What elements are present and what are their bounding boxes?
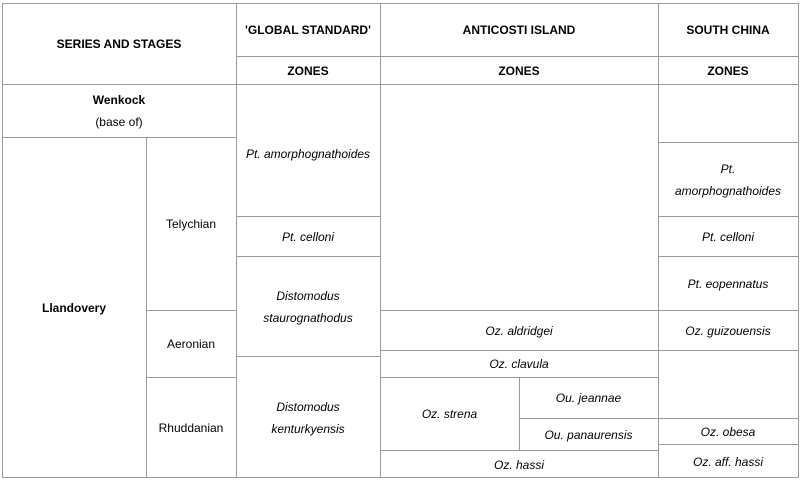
sc-zone-amorphognathoides xyxy=(658,143,798,216)
sc-zone-obesa: Oz. obesa xyxy=(700,424,756,439)
global-zone-kenturkyensis-line2: kenturkyensis xyxy=(271,421,345,436)
sc-zone-celloni: Pt. celloni xyxy=(701,229,755,244)
header-zones-anticosti: ZONES xyxy=(498,64,540,78)
global-zone-amorphognathoides: Pt. amorphognathoides xyxy=(245,147,371,161)
anticosti-zone-strena: Oz. strena xyxy=(421,407,478,421)
anticosti-zone-panaurensis: Ou. panaurensis xyxy=(544,427,633,442)
global-zone-staurognathodus xyxy=(236,257,380,356)
anticosti-zone-hassi: Oz. hassi xyxy=(493,457,544,472)
anticosti-zone-jeannae: Ou. jeannae xyxy=(555,391,622,405)
global-zone-kenturkyensis-line1: Distomodus xyxy=(276,399,340,414)
sc-zone-guizouensis: Oz. guizouensis xyxy=(685,323,771,338)
series-wenlock: Wenkock xyxy=(92,93,146,107)
wenlock-cell xyxy=(2,85,236,137)
header-series-stages: SERIES AND STAGES xyxy=(56,37,182,51)
header-global-standard: 'GLOBAL STANDARD' xyxy=(245,23,371,37)
series-llandovery: Llandovery xyxy=(41,301,107,315)
stage-aeronian: Aeronian xyxy=(166,337,216,351)
global-zone-kenturkyensis xyxy=(236,357,380,478)
table-border-right xyxy=(798,3,799,478)
series-wenlock-note: (base of) xyxy=(95,115,143,129)
stage-rhuddanian: Rhuddanian xyxy=(158,421,224,435)
header-anticosti-island: ANTICOSTI ISLAND xyxy=(462,23,576,37)
anticosti-zone-aldridgei: Oz. aldridgei xyxy=(485,323,553,338)
sc-zone-eopennatus: Pt. eopennatus xyxy=(687,276,769,291)
header-south-china: SOUTH CHINA xyxy=(686,23,770,37)
stage-telychian: Telychian xyxy=(165,217,217,231)
global-zone-staurognathodus-line2: staurognathodus xyxy=(263,310,353,325)
sc-zone-amorphognathoides-line2: amorphognathoides xyxy=(674,183,782,198)
header-zones-south-china: ZONES xyxy=(707,64,749,78)
sc-zone-aff-hassi: Oz. aff. hassi xyxy=(692,454,764,469)
global-zone-celloni: Pt. celloni xyxy=(281,229,335,244)
global-zone-staurognathodus-line1: Distomodus xyxy=(276,288,340,303)
sc-zone-amorphognathoides-line1: Pt. xyxy=(720,161,736,176)
anticosti-zone-clavula: Oz. clavula xyxy=(489,357,549,371)
header-zones-global: ZONES xyxy=(287,64,329,78)
